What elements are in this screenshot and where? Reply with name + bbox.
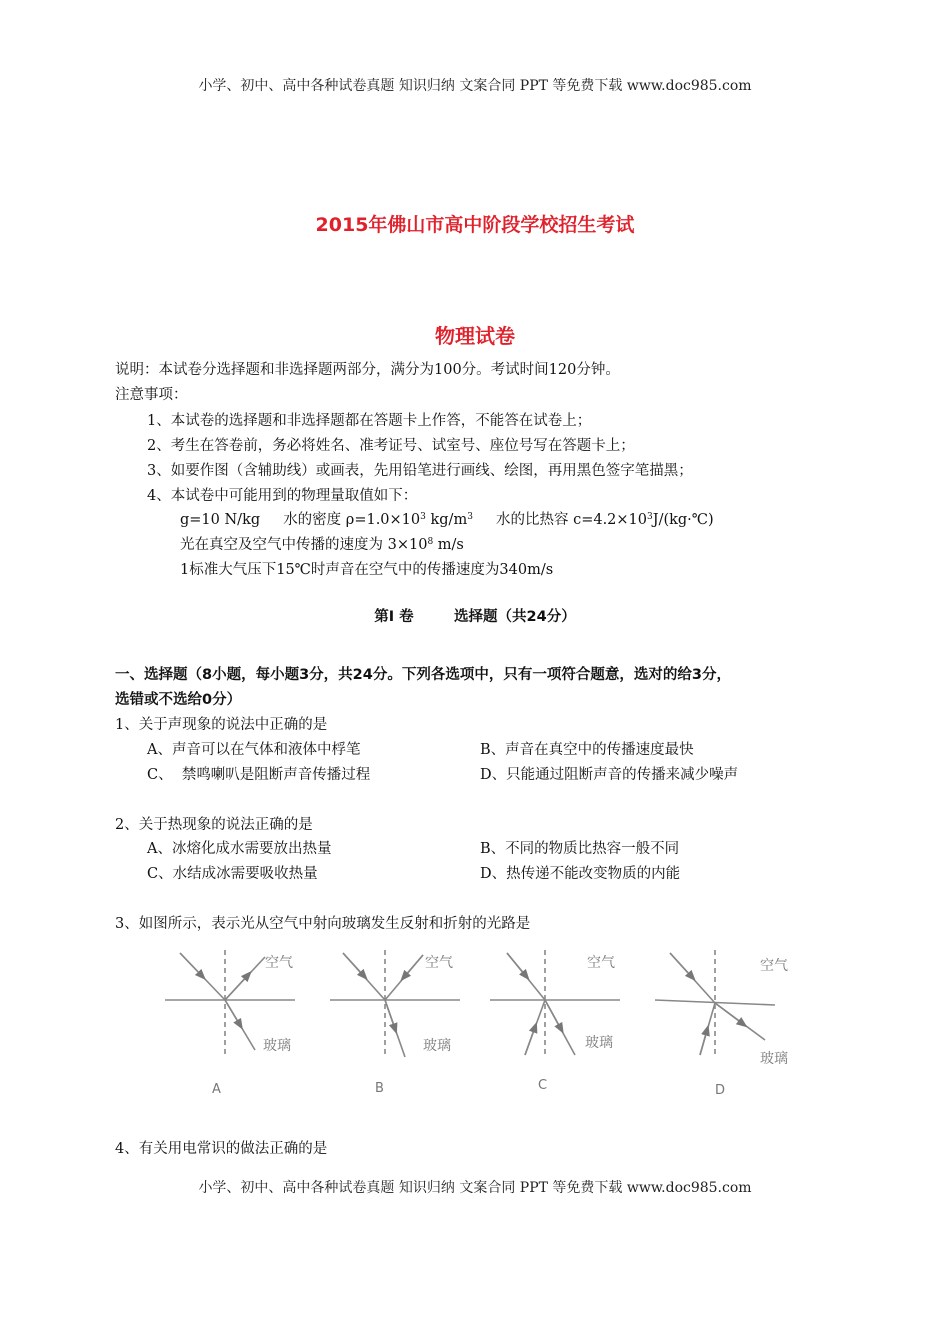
q1-option-c: C、 禁鸣喇叭是阻断声音传播过程 xyxy=(147,767,371,783)
panel-d-label: D xyxy=(715,1083,726,1095)
notice-item: 2、考生在答卷前，务必将姓名、准考证号、试室号、座位号写在答题卡上； xyxy=(147,438,635,454)
panel-c-glass-label: 玻璃 xyxy=(585,1035,613,1051)
notice-heading: 注意事项： xyxy=(115,387,188,403)
panel-d-glass-label: 玻璃 xyxy=(760,1051,788,1067)
footer-banner: 小学、初中、高中各种试卷真题 知识归纳 文案合同 PPT 等免费下载 www.doc985.com xyxy=(198,1180,752,1196)
part1-title: 第Ⅰ 卷 选择题（共24分） xyxy=(374,609,576,625)
q1-option-a: A、声音可以在气体和液体中桴笔 xyxy=(147,742,361,758)
question-4-stem: 4、有关用电常识的做法正确的是 xyxy=(115,1141,328,1157)
panel-c-air-label: 空气 xyxy=(587,955,615,971)
exam-title: 2015年佛山市高中阶段学校招生考试 xyxy=(315,214,635,236)
paper-title: 物理试卷 xyxy=(435,324,515,348)
panel-a-label: A xyxy=(212,1082,221,1095)
panel-b-air-label: 空气 xyxy=(425,955,453,971)
intro-text: 说明：本试卷分选择题和非选择题两部分，满分为100分。考试时间120分钟。 xyxy=(115,362,620,378)
panel-d-diagram xyxy=(655,950,775,1055)
question-2-stem: 2、关于热现象的说法正确的是 xyxy=(115,817,313,833)
const-sound: 1标准大气压下15℃时声音在空气中的传播速度为340m/s xyxy=(180,562,554,578)
panel-a-air-label: 空气 xyxy=(265,955,293,971)
notice-item: 4、本试卷中可能用到的物理量取值如下： xyxy=(147,488,418,504)
constants-row-1 xyxy=(180,510,714,530)
notice-item: 1、本试卷的选择题和非选择题都在答题卡上作答，不能答在试卷上； xyxy=(147,413,592,429)
panel-a-glass-label: 玻璃 xyxy=(263,1038,291,1054)
const-density: 水的密度 $\rho=1.0\times 10^3$ $kg/m^3$ xyxy=(283,512,473,528)
panel-d-air-label: 空气 xyxy=(760,958,788,974)
q1-option-b: B、声音在真空中的传播速度最快 xyxy=(480,742,694,758)
panel-b-glass-label: 玻璃 xyxy=(423,1038,451,1054)
q2-option-b: B、不同的物质比热容一般不同 xyxy=(480,841,680,857)
const-light: 光在真空及空气中传播的速度为 $3\times 10^8$ m/s xyxy=(180,537,464,553)
q2-option-d: D、热传递不能改变物质的内能 xyxy=(480,866,681,882)
panel-b-label: B xyxy=(375,1081,384,1095)
question-1-stem: 1、关于声现象的说法中正确的是 xyxy=(115,717,328,733)
question-3-stem: 3、如图所示，表示光从空气中射向玻璃发生反射和折射的光路是 xyxy=(115,916,531,932)
section1-heading: 一、选择题（8小题，每小题3分，共24分。下列各选项中，只有一项符合题意，选对的给3分， xyxy=(115,667,731,683)
header-banner: 小学、初中、高中各种试卷真题 知识归纳 文案合同 PPT 等免费下载 www.doc985.com xyxy=(198,78,752,94)
const-heat: 水的比热容 $c=4.2\times 10^3J/(kg\cdot℃)$ xyxy=(495,512,714,528)
q2-option-a: A、冰熔化成水需要放出热量 xyxy=(147,841,332,857)
panel-c-label: C xyxy=(538,1078,548,1093)
const-g: g=10 N/kg xyxy=(180,512,261,528)
section1-heading-cont: 选错或不选给0分） xyxy=(115,692,242,708)
light-path-figure xyxy=(155,945,815,1095)
notice-item: 3、如要作图（含辅助线）或画表，先用铅笔进行画线、绘图，再用黑色签字笔描黑； xyxy=(147,463,693,479)
q2-option-c: C、水结成冰需要吸收热量 xyxy=(147,866,318,882)
q1-option-d: D、只能通过阻断声音的传播来减少噪声 xyxy=(480,767,739,783)
